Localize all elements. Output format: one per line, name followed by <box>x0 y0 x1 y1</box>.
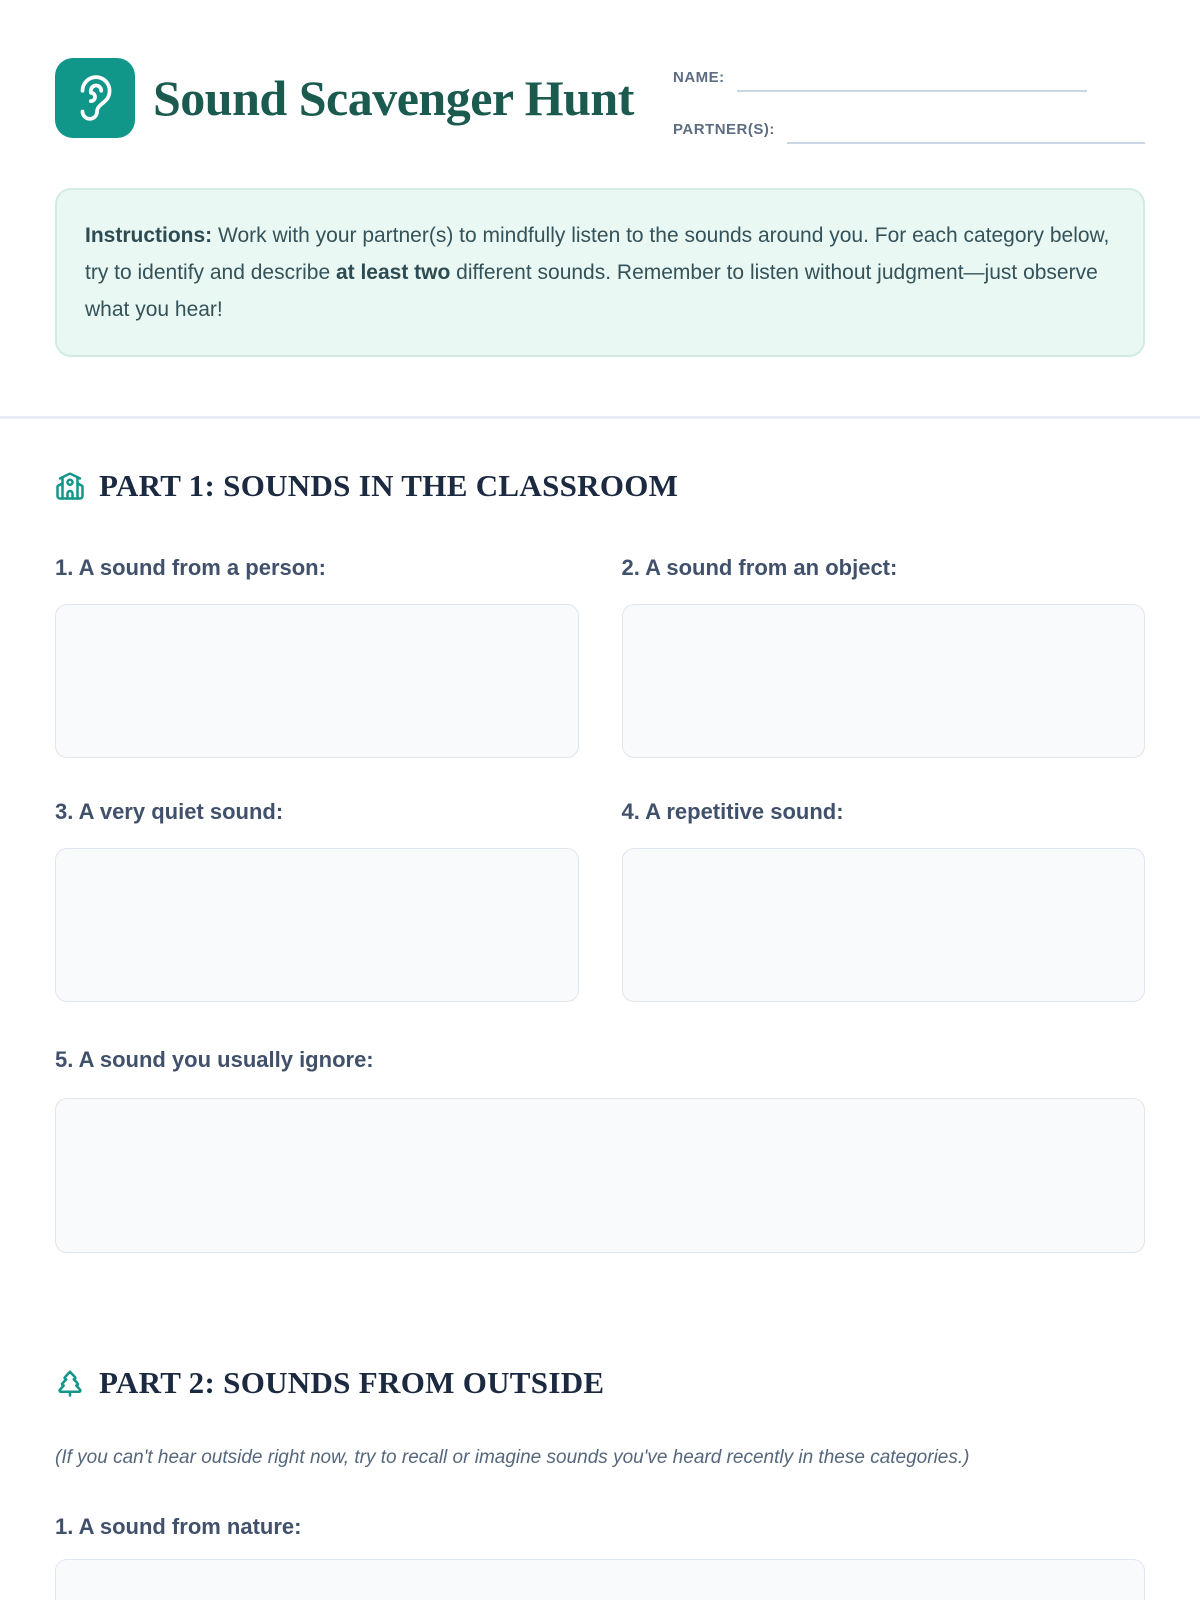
question-3-answer-box[interactable] <box>55 848 579 1002</box>
page-title: Sound Scavenger Hunt <box>153 70 634 126</box>
name-label: NAME: <box>673 69 725 86</box>
partners-field <box>673 116 1145 144</box>
question-1-answer-box[interactable] <box>55 604 579 758</box>
section-divider <box>0 416 1200 419</box>
part2-question-1-answer-box[interactable] <box>55 1559 1145 1600</box>
question-1 <box>55 554 579 758</box>
instructions-text-2: different sounds. Remember to listen without judgment—just observe what you hear! <box>85 261 1098 321</box>
question-3-label: 3. A very quiet sound: <box>55 799 284 824</box>
name-input-line[interactable] <box>737 64 1087 92</box>
question-4 <box>622 798 1146 1002</box>
school-icon <box>55 471 85 501</box>
part2-note: (If you can't hear outside right now, try to recall or imagine sounds you've heard recently in these categories.) <box>55 1447 970 1468</box>
part2-title: PART 2: SOUNDS FROM OUTSIDE <box>99 1365 605 1400</box>
brand <box>55 58 634 138</box>
header <box>55 0 1145 144</box>
question-2-label: 2. A sound from an object: <box>621 555 898 580</box>
question-2 <box>622 554 1146 758</box>
question-5-label: 5. A sound you usually ignore: <box>55 1047 374 1072</box>
part1-title: PART 1: SOUNDS IN THE CLASSROOM <box>99 468 679 503</box>
partners-input-line[interactable] <box>787 116 1145 144</box>
question-2-answer-box[interactable] <box>622 604 1146 758</box>
part2-heading <box>55 1365 1145 1401</box>
part2-question-row-1 <box>55 1513 1145 1600</box>
instructions-bold: at least two <box>335 261 451 284</box>
question-1-label: 1. A sound from a person: <box>55 555 326 580</box>
ear-icon <box>55 58 135 138</box>
name-field <box>673 64 1087 92</box>
part1-heading <box>55 468 1145 504</box>
partners-label: PARTNER(S): <box>673 121 775 138</box>
question-5-answer-box[interactable] <box>55 1098 1145 1253</box>
question-3 <box>55 798 579 1002</box>
part1-question-row-2 <box>55 798 1145 1002</box>
part1-question-row-1 <box>55 554 1145 758</box>
instructions-text-1: Work with your partner(s) to mindfully listen to the sounds around you. For each category below, try to identify and describe <box>85 224 1110 284</box>
instructions-lead: Instructions: <box>85 224 213 247</box>
question-4-answer-box[interactable] <box>622 848 1146 1002</box>
instructions-card <box>55 188 1145 357</box>
part2-question-1-label: 1. A sound from nature: <box>55 1514 302 1539</box>
question-4-label: 4. A repetitive sound: <box>621 799 844 824</box>
tree-pine-icon <box>55 1368 85 1398</box>
part1-question-row-3 <box>55 1046 1145 1253</box>
header-fields <box>673 58 1145 144</box>
